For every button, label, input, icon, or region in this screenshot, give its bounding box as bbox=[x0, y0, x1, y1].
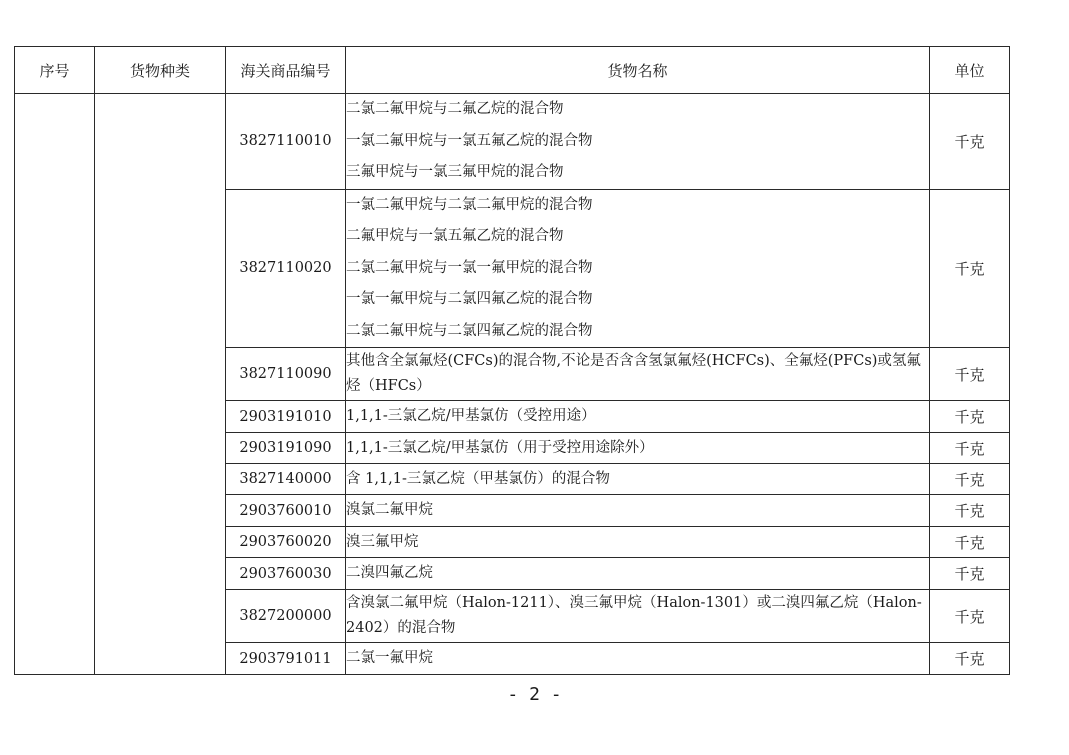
hs-code-cell: 2903760010 bbox=[226, 495, 346, 527]
category-cell bbox=[95, 94, 226, 675]
unit-cell: 千克 bbox=[930, 189, 1010, 348]
hs-code-cell: 3827200000 bbox=[226, 590, 346, 643]
header-name: 货物名称 bbox=[346, 47, 930, 94]
hs-code-cell: 3827140000 bbox=[226, 464, 346, 495]
hs-code-cell: 2903791011 bbox=[226, 643, 346, 675]
unit-cell: 千克 bbox=[930, 348, 1010, 401]
goods-name-line: 二氯二氟甲烷与二氯四氟乙烷的混合物 bbox=[346, 322, 593, 339]
goods-name-line: 一氯二氟甲烷与二氯二氟甲烷的混合物 bbox=[346, 196, 593, 213]
unit-cell: 千克 bbox=[930, 558, 1010, 590]
goods-name-line: 二氯二氟甲烷与二氟乙烷的混合物 bbox=[346, 101, 564, 117]
hs-code-cell: 3827110090 bbox=[226, 348, 346, 401]
unit-cell: 千克 bbox=[930, 643, 1010, 675]
unit-cell: 千克 bbox=[930, 495, 1010, 527]
hs-code-cell: 3827110010 bbox=[226, 94, 346, 190]
goods-name-line: 一氯二氟甲烷与一氯五氟乙烷的混合物 bbox=[346, 132, 593, 149]
table-row bbox=[15, 94, 1010, 190]
header-row bbox=[15, 47, 1010, 94]
hs-code-cell: 3827110020 bbox=[226, 189, 346, 348]
unit-cell: 千克 bbox=[930, 401, 1010, 433]
goods-name-cell bbox=[346, 189, 930, 348]
header-unit: 单位 bbox=[930, 47, 1010, 94]
goods-table bbox=[14, 46, 1010, 675]
hs-code-cell: 2903760020 bbox=[226, 527, 346, 558]
header-category: 货物种类 bbox=[95, 47, 226, 94]
seq-cell bbox=[15, 94, 95, 675]
goods-name-cell: 含溴氯二氟甲烷（Halon-1211）、溴三氟甲烷（Halon-1301）或二溴四氟乙烷（Halon-2402）的混合物 bbox=[346, 590, 930, 643]
goods-name-cell: 溴三氟甲烷 bbox=[346, 527, 930, 558]
goods-name-cell bbox=[346, 94, 930, 190]
goods-name-cell: 二氯一氟甲烷 bbox=[346, 643, 930, 675]
goods-name-line: 一氯一氟甲烷与二氯四氟乙烷的混合物 bbox=[346, 291, 593, 307]
goods-name-cell: 含 1,1,1-三氯乙烷（甲基氯仿）的混合物 bbox=[346, 464, 930, 495]
goods-name-cell: 二溴四氟乙烷 bbox=[346, 558, 930, 590]
hs-code-cell: 2903191010 bbox=[226, 401, 346, 433]
goods-name-line: 二氯二氟甲烷与一氯一氟甲烷的混合物 bbox=[346, 259, 593, 276]
unit-cell: 千克 bbox=[930, 433, 1010, 464]
unit-cell: 千克 bbox=[930, 464, 1010, 495]
unit-cell: 千克 bbox=[930, 590, 1010, 643]
goods-name-cell: 1,1,1-三氯乙烷/甲基氯仿（受控用途） bbox=[346, 401, 930, 433]
header-hs-code: 海关商品编号 bbox=[226, 47, 346, 94]
unit-cell: 千克 bbox=[930, 94, 1010, 190]
page-number: - 2 - bbox=[507, 684, 562, 705]
goods-name-cell: 其他含全氯氟烃(CFCs)的混合物,不论是否含含氢氯氟烃(HCFCs)、全氟烃(PFCs)或氢氟烃（HFCs） bbox=[346, 348, 930, 401]
header-seq: 序号 bbox=[15, 47, 95, 94]
goods-name-cell: 1,1,1-三氯乙烷/甲基氯仿（用于受控用途除外） bbox=[346, 433, 930, 464]
hs-code-cell: 2903191090 bbox=[226, 433, 346, 464]
unit-cell: 千克 bbox=[930, 527, 1010, 558]
goods-name-cell: 溴氯二氟甲烷 bbox=[346, 495, 930, 527]
goods-name-line: 二氟甲烷与一氯五氟乙烷的混合物 bbox=[346, 228, 564, 244]
hs-code-cell: 2903760030 bbox=[226, 558, 346, 590]
goods-name-line: 三氟甲烷与一氯三氟甲烷的混合物 bbox=[346, 164, 564, 180]
